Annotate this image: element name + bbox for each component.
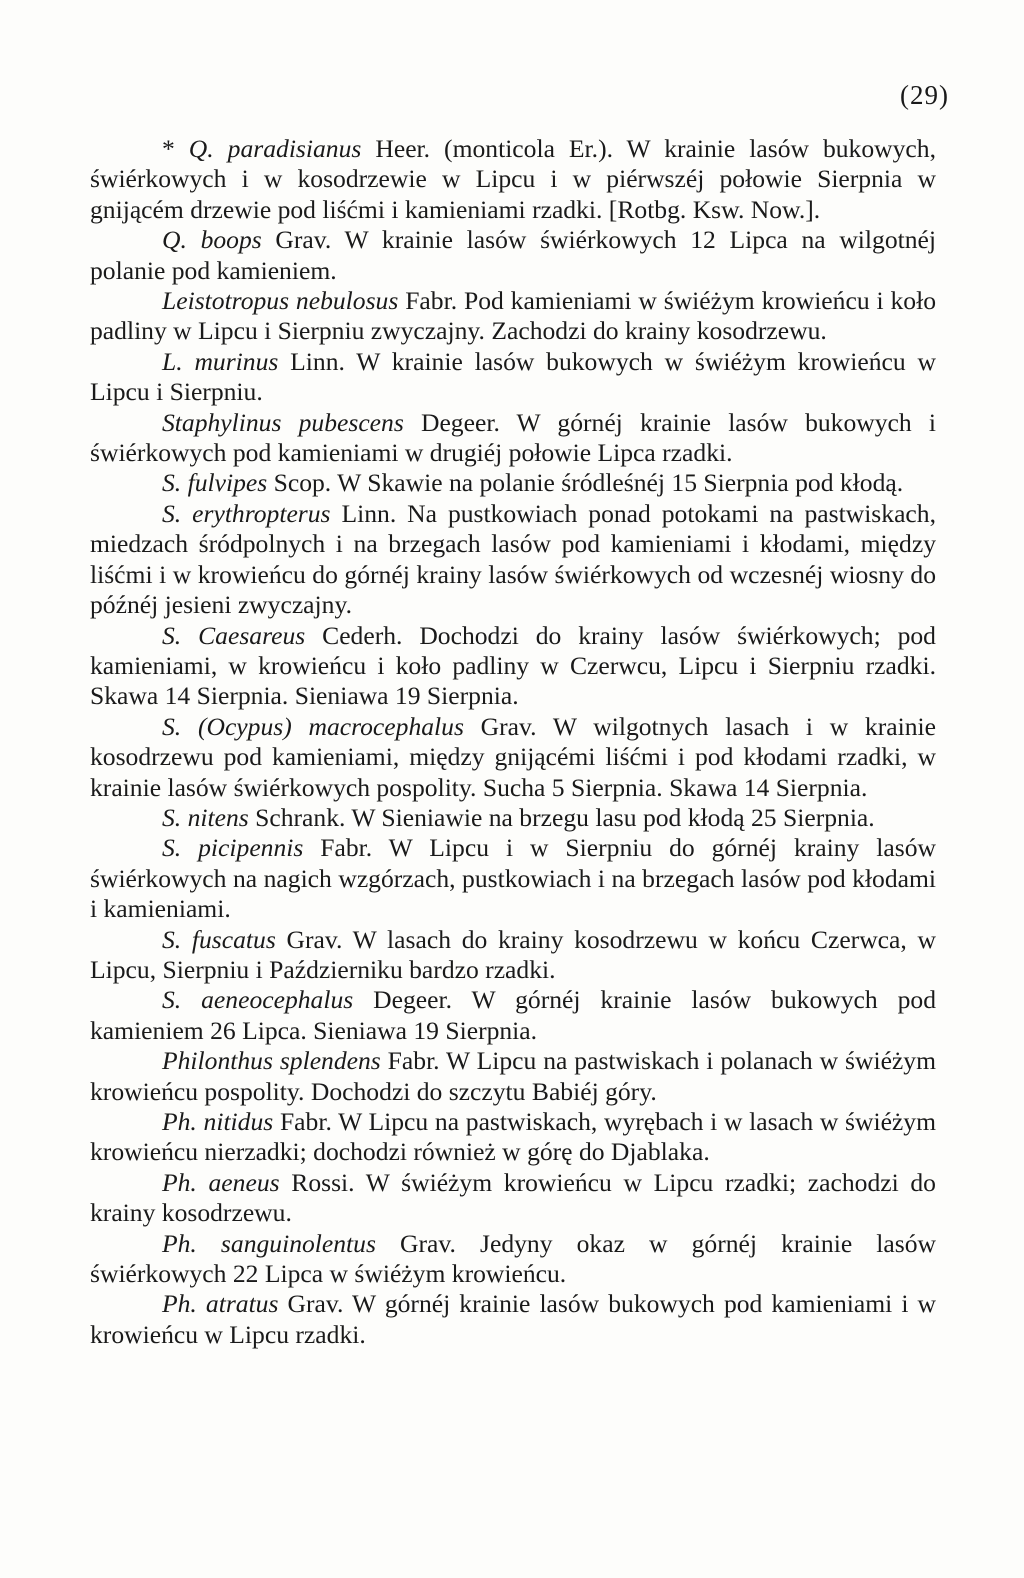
species-description: Linn. Na pustkowiach ponad potokami na pastwiskach, miedzach śródpolnych i na brzegach lasów pod kamieniami i kłodami, między liśćmi i w krowieńcu do górnéj krainy lasów świérkowych od wczesnéj wiosny do późnéj jesieni zwyczajny. — [90, 498, 936, 620]
species-name: L. murinus — [162, 346, 279, 376]
species-entry — [90, 712, 936, 803]
species-entry — [90, 225, 936, 286]
species-entry — [90, 1289, 936, 1350]
species-entry — [90, 985, 936, 1046]
species-name: Ph. nitidus — [162, 1107, 274, 1136]
species-entry — [90, 925, 936, 986]
species-name: Philonthus splendens — [162, 1046, 381, 1076]
species-entry — [90, 1046, 936, 1107]
species-name: Q. paradisianus — [188, 134, 362, 163]
species-name: Ph. atratus — [162, 1289, 279, 1319]
species-entry — [90, 1168, 936, 1229]
species-description: Grav. W górnéj krainie lasów bukowych pod kamieniami i w krowieńcu w Lipcu rzadki. — [90, 1289, 936, 1349]
species-description: Grav. W krainie lasów świérkowych 12 Lipca na wilgotnéj polanie pod kamieniem. — [90, 225, 937, 285]
species-name: S. nitens — [162, 802, 249, 832]
species-name: S. fulvipes — [162, 468, 268, 498]
species-entry — [90, 803, 936, 833]
species-description: Grav. Jedyny okaz w górnéj krainie lasów świérkowych 22 Lipca w świéżym krowieńcu. — [90, 1228, 936, 1289]
page-number: (29) — [900, 80, 949, 110]
species-entry — [90, 833, 936, 924]
species-description: Fabr. W Lipcu na pastwiskach i polanach w świéżym krowieńcu pospolity. Dochodzi do szczytu Babiéj góry. — [90, 1046, 936, 1106]
species-description: Heer. (monticola Er.). W krainie lasów bukowych, świérkowych i w kosodrzewie w Lipcu i w piérwszéj połowie Sierpnia w gnijącém drzewie pod liśćmi i kamieniami rzadki. [Rotbg. Ksw. Now.]. — [90, 134, 936, 224]
species-description: Grav. W lasach do krainy kosodrzewu w końcu Czerwca, w Lipcu, Sierpniu i Październiku bardzo rzadki. — [90, 924, 936, 984]
species-name: S. (Ocypus) macrocephalus — [162, 711, 464, 741]
species-entry — [90, 286, 936, 347]
species-entry — [90, 1229, 936, 1290]
text-block — [90, 134, 936, 1350]
species-entry — [90, 347, 936, 408]
species-name: S. aeneocephalus — [162, 985, 354, 1015]
species-description: Rossi. W świéżym krowieńcu w Lipcu rzadki; zachodzi do krainy kosodrzewu. — [90, 1167, 936, 1228]
species-entry — [90, 621, 936, 712]
species-name: S. erythropterus — [162, 498, 331, 528]
species-name: Q. boops — [162, 225, 262, 255]
species-name: S. fuscatus — [162, 924, 276, 954]
species-description: Linn. W krainie lasów bukowych w świéżym krowieńcu w Lipcu i Sierpniu. — [90, 346, 936, 407]
species-description: Grav. W wilgotnych lasach i w krainie kosodrzewu pod kamieniami, między gnijącémi liśćmi i pod kłodami rzadki, w krainie lasów świérkowych pospolity. Sucha 5 Sierpnia. Skawa 14 Sierpnia. — [90, 711, 936, 802]
species-entry — [90, 408, 936, 469]
species-name: Ph. aeneus — [162, 1167, 280, 1197]
species-entry — [90, 499, 936, 621]
species-description: Cederh. Dochodzi do krainy lasów świérkowych; pod kamieniami, w krowieńcu i koło padliny w Czerwcu, Lipcu i Sierpniu rzadki. Skawa 14 Sierpnia. Sieniawa 19 Sierpnia. — [90, 620, 936, 711]
species-name: Staphylinus pubescens — [162, 407, 404, 437]
species-entry — [90, 468, 936, 498]
species-description: Schrank. W Sieniawie na brzegu lasu pod kłodą 25 Sierpnia. — [248, 802, 875, 832]
species-description: Fabr. Pod kamieniami w świéżym krowieńcu i koło padliny w Lipcu i Sierpniu zwyczajny. Zachodzi do krainy kosodrzewu. — [90, 286, 936, 346]
species-description: Degeer. W górnéj krainie lasów bukowych i świérkowych pod kamieniami w drugiéj połowie Lipca rzadki. — [90, 407, 936, 468]
species-entry — [90, 134, 936, 225]
species-name: Leistotropus nebulosus — [162, 286, 399, 316]
species-name: Ph. sanguinolentus — [162, 1228, 376, 1258]
species-description: Fabr. W Lipcu i w Sierpniu do górnéj krainy lasów świérkowych na nagich wzgórzach, pustkowiach i na brzegach lasów pod kłodami i kamieniami. — [90, 833, 936, 924]
species-description: Degeer. W górnéj krainie lasów bukowych pod kamieniem 26 Lipca. Sieniawa 19 Sierpnia. — [90, 985, 936, 1045]
species-name: S. picipennis — [162, 833, 304, 863]
entry-mark: * — [162, 134, 189, 163]
species-entry — [90, 1107, 936, 1168]
species-name: S. Caesareus — [162, 620, 306, 650]
species-description: Scop. W Skawie na polanie śródleśnéj 15 Sierpnia pod kłodą. — [267, 468, 904, 498]
species-description: Fabr. W Lipcu na pastwiskach, wyrębach i w lasach w świéżym krowieńcu nierzadki; dochodzi również w górę do Djablaka. — [90, 1107, 936, 1167]
